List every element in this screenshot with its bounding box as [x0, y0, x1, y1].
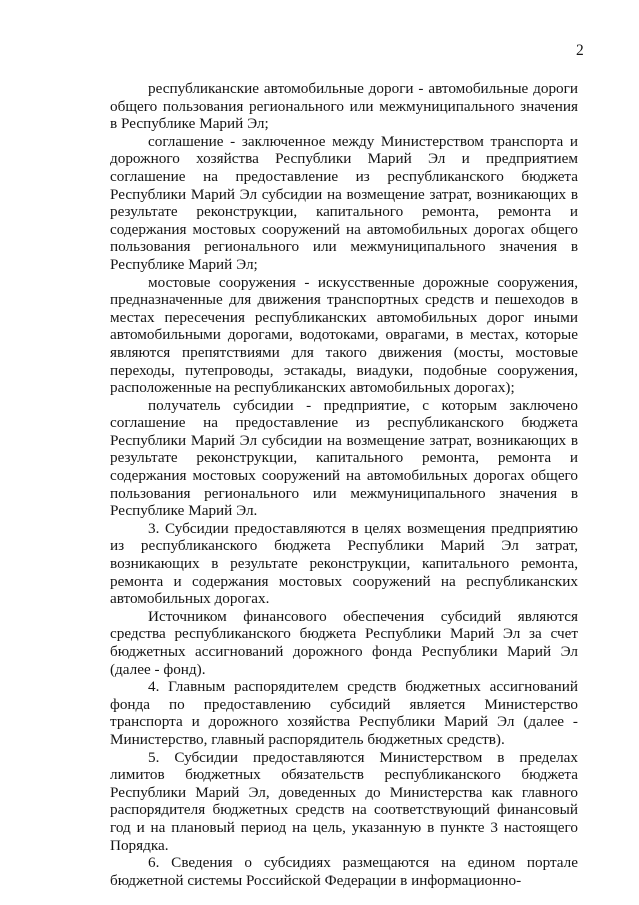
paragraph-funding-source: Источником финансового обеспечения субсидий являются средства республиканского бюджета Республики Марий Эл за счет бюджетных ассигнований дорожного фонда Республики Марий Эл (далее - фонд). [110, 607, 578, 678]
document-body [110, 80, 578, 889]
paragraph-section-3: 3. Субсидии предоставляются в целях возмещения предприятию из республиканского бюджета Республики Марий Эл затрат, возникающих в результате реконструкции, капитального ремонта, ремонта и содержания мостовых сооружений на республиканских автомобильных дорогах. [110, 519, 578, 608]
paragraph-section-4: 4. Главным распорядителем средств бюджетных ассигнований фонда по предоставлению субсидий является Министерство транспорта и дорожного хозяйства Республики Марий Эл (далее - Министерство, главный распорядитель бюджетных средств). [110, 678, 578, 748]
page-number: 2 [576, 42, 584, 59]
paragraph-subsidy-recipient-definition: получатель субсидии - предприятие, с которым заключено соглашение на предоставление из республиканского бюджета Республики Марий Эл субсидии на возмещение затрат, возникающих в результате реконструкции, капитального ремонта, ремонта и содержания мостовых сооружений на автомобильных дорогах общего пользования регионального или межмуниципального значения в Республике Марий Эл. [110, 396, 578, 520]
paragraph-republican-roads-definition: республиканские автомобильные дороги - автомобильные дороги общего пользования регионального или межмуниципального значения в Республике Марий Эл; [110, 80, 578, 133]
paragraph-section-6: 6. Сведения о субсидиях размещаются на едином портале бюджетной системы Российской Федерации в информационно- [110, 854, 578, 889]
paragraph-agreement-definition: соглашение - заключенное между Министерством транспорта и дорожного хозяйства Республики Марий Эл и предприятием соглашение на предоставление из республиканского бюджета Республики Марий Эл субсидии на возмещение затрат, возникающих в результате реконструкции, капитального ремонта, ремонта и содержания мостовых сооружений на автомобильных дорогах общего пользования регионального или межмуниципального значения в Республике Марий Эл; [110, 132, 578, 273]
paragraph-section-5: 5. Субсидии предоставляются Министерством в пределах лимитов бюджетных обязательств республиканского бюджета Республики Марий Эл, доведенных до Министерства как главного распорядителя бюджетных средств на соответствующий финансовый год и на плановый период на цель, указанную в пункте 3 настоящего Порядка. [110, 748, 578, 854]
paragraph-bridge-structures-definition: мостовые сооружения - искусственные дорожные сооружения, предназначенные для движения транспортных средств и пешеходов в местах пересечения республиканских автомобильных дорог иными автомобильными дорогами, водотоками, оврагами, в местах, которые являются препятствиями для такого движения (мосты, мостовые переходы, путепроводы, эстакады, виадуки, подобные сооружения, расположенные на республиканских автомобильных дорогах); [110, 273, 578, 397]
